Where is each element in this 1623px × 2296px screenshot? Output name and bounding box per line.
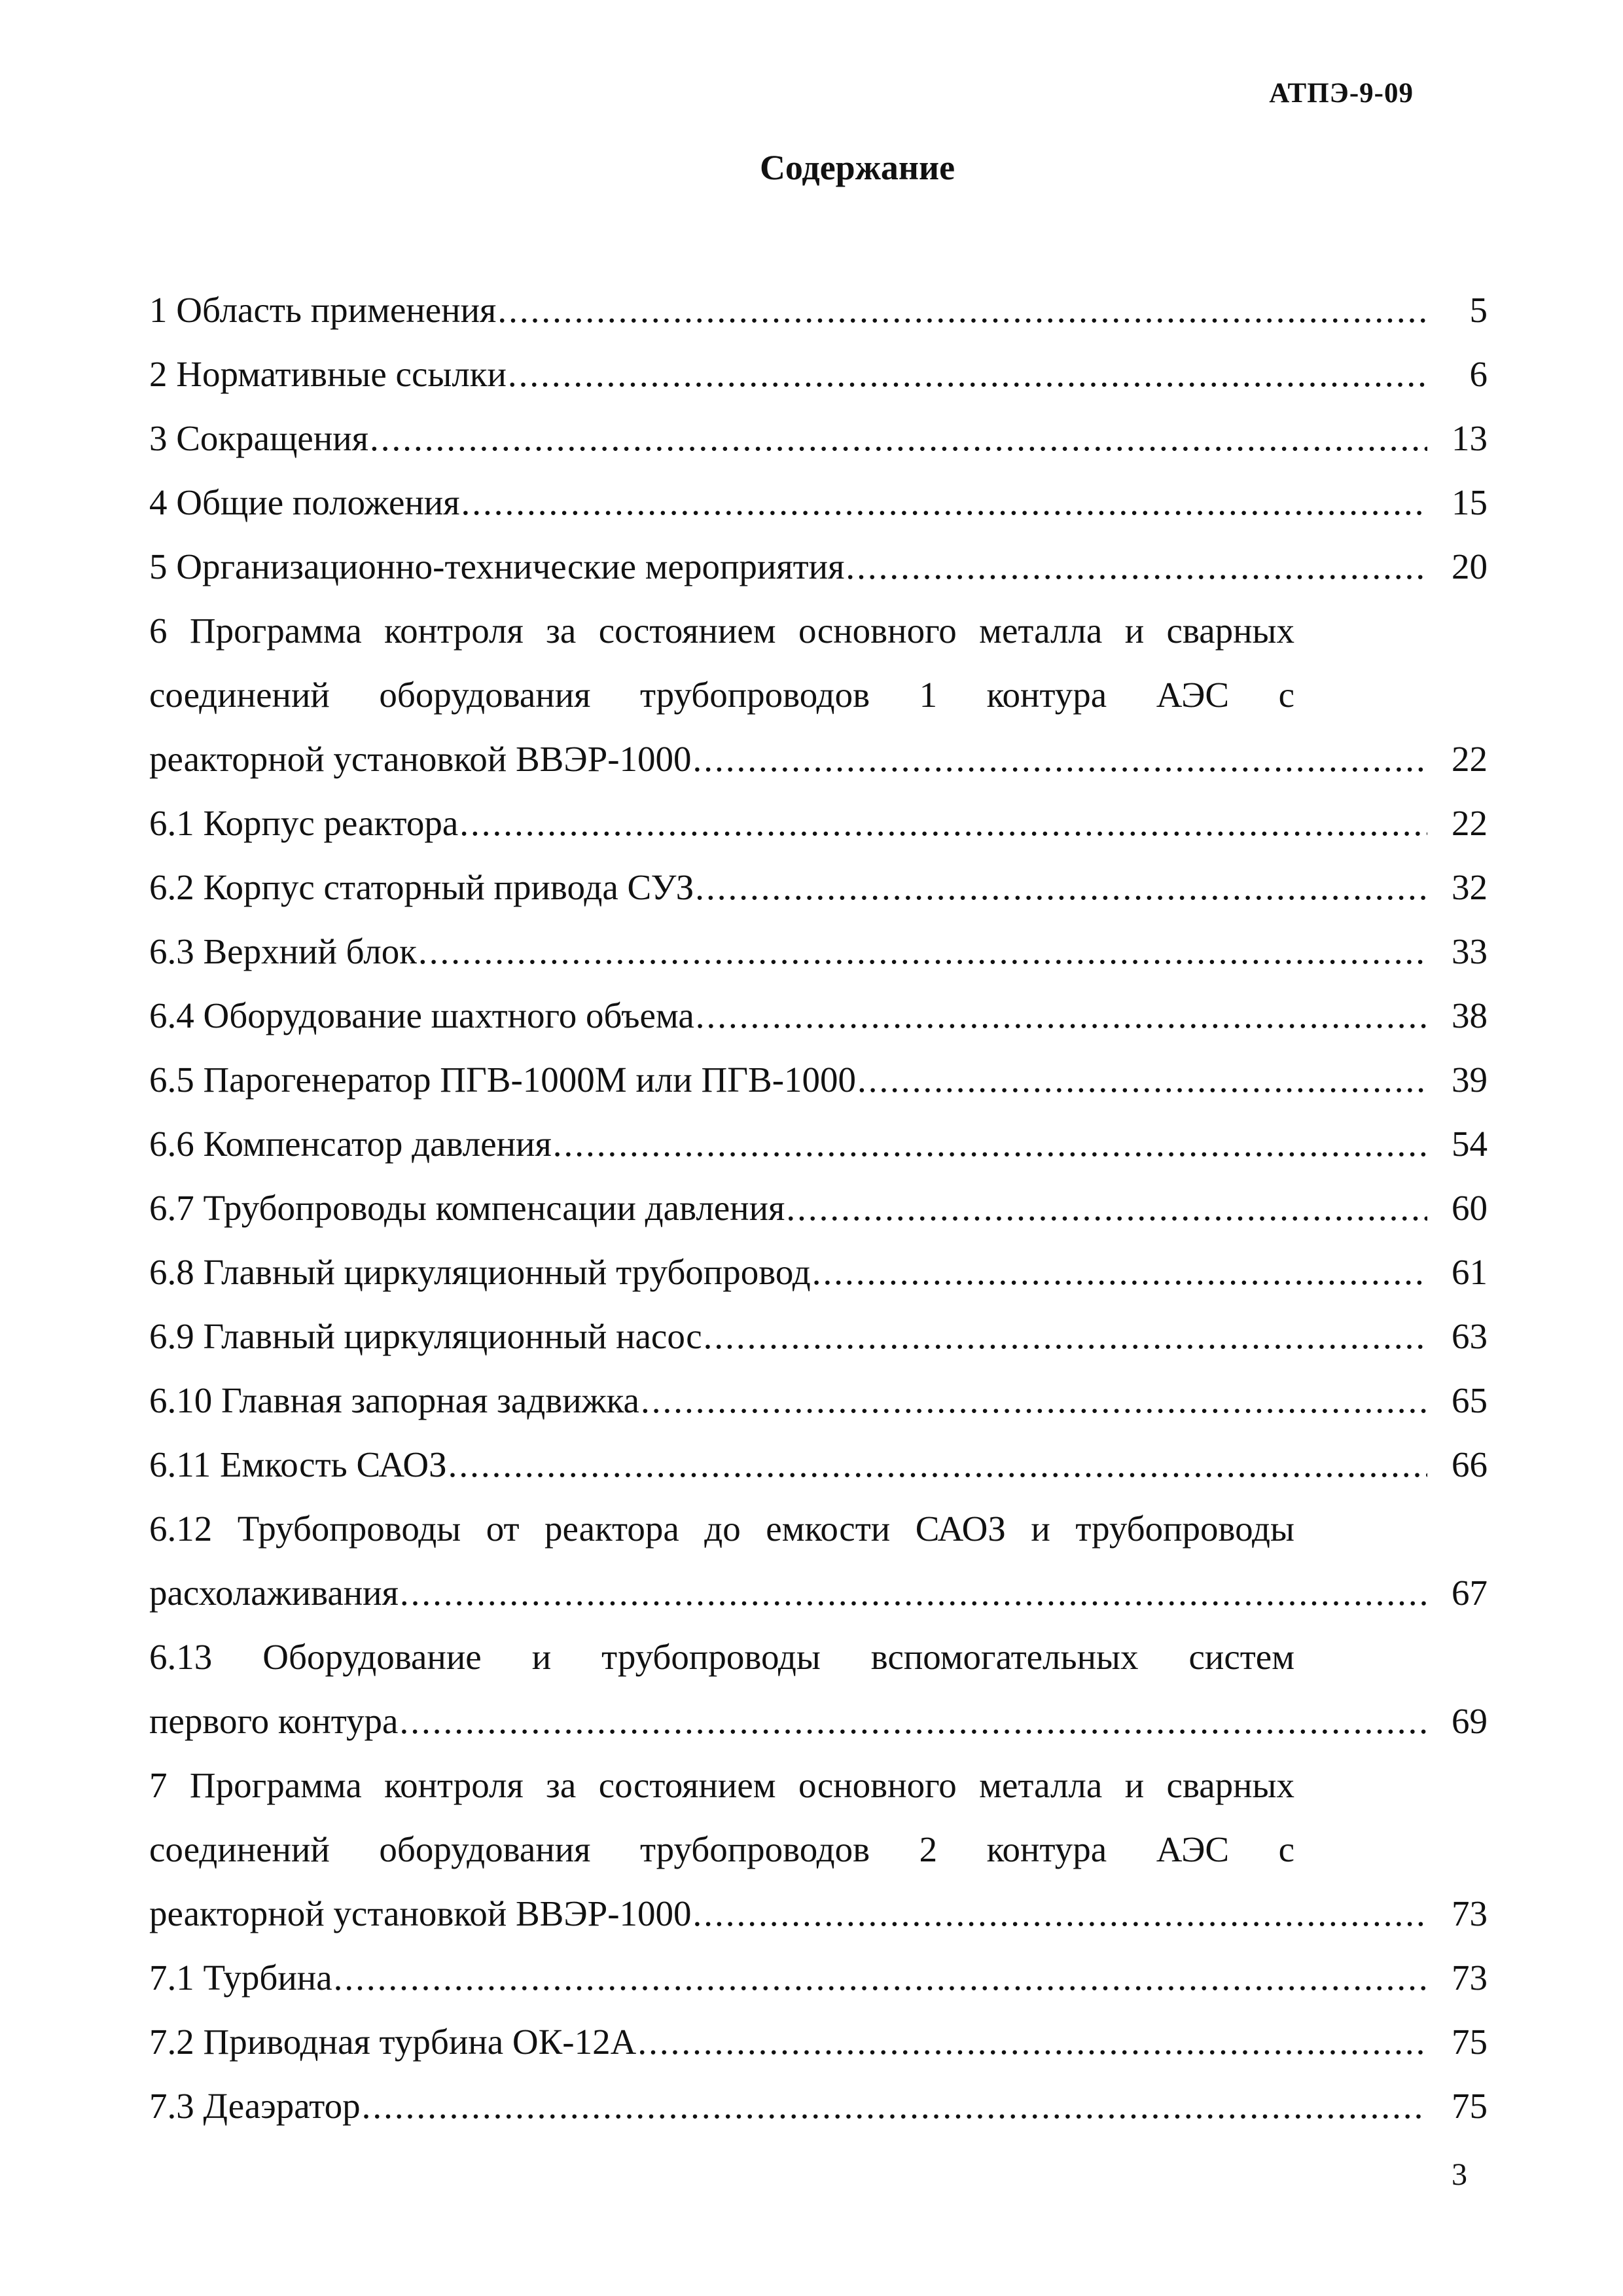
toc-entry-page: 66 xyxy=(1452,1444,1488,1484)
toc-entry[interactable] xyxy=(149,1946,1488,2010)
toc-entry-title: 1 Область применения xyxy=(149,290,497,330)
toc-entry-line xyxy=(149,1240,1488,1304)
dot-leader xyxy=(696,984,1427,1048)
toc-entry-page: 22 xyxy=(1452,803,1488,843)
dot-leader xyxy=(399,1689,1427,1753)
toc-entry[interactable] xyxy=(149,1240,1488,1304)
toc-entry-title: 5 Организационно-технические мероприятия xyxy=(149,547,845,586)
toc-entry[interactable] xyxy=(149,535,1488,599)
toc-entry[interactable] xyxy=(149,1625,1488,1753)
toc-entry-page: 73 xyxy=(1452,1893,1488,1933)
toc-entry[interactable] xyxy=(149,984,1488,1048)
dot-leader xyxy=(370,406,1427,471)
page-number: 3 xyxy=(1452,2157,1467,2192)
toc-entry-line xyxy=(149,535,1488,599)
toc-entry-line xyxy=(149,984,1488,1048)
document-code: АТПЭ-9-09 xyxy=(1269,78,1414,109)
toc-entry[interactable] xyxy=(149,2010,1488,2074)
dot-leader xyxy=(693,727,1427,791)
toc-entry-line xyxy=(149,406,1488,471)
toc-entry-page: 54 xyxy=(1452,1124,1488,1164)
toc-entry[interactable] xyxy=(149,791,1488,855)
toc-entry-page: 39 xyxy=(1452,1060,1488,1100)
toc-entry-title: 2 Нормативные ссылки xyxy=(149,354,507,394)
toc-entry-title: реакторной установкой ВВЭР-1000 xyxy=(149,1893,692,1933)
toc-entry-line xyxy=(149,278,1488,342)
toc-entry-text-line: соединений оборудования трубопроводов 1 контура АЭС с xyxy=(149,675,1294,715)
toc-entry-line xyxy=(149,1369,1488,1433)
toc-entry-title: 6.10 Главная запорная задвижка xyxy=(149,1380,639,1420)
dot-leader xyxy=(704,1304,1427,1369)
toc-entry-title: 7.1 Турбина xyxy=(149,1958,332,1998)
toc-entry-title: реакторной установкой ВВЭР-1000 xyxy=(149,739,692,779)
toc-entry-page: 67 xyxy=(1452,1573,1488,1613)
toc-entry[interactable] xyxy=(149,855,1488,920)
toc-entry-page: 15 xyxy=(1452,482,1488,522)
toc-entry[interactable] xyxy=(149,1433,1488,1497)
toc-entry-title: 4 Общие положения xyxy=(149,482,460,522)
dot-leader xyxy=(334,1946,1427,2010)
toc-entry-line xyxy=(149,920,1488,984)
table-of-contents xyxy=(149,278,1488,2138)
toc-entry-title: 6.7 Трубопроводы компенсации давления xyxy=(149,1188,785,1228)
dot-leader xyxy=(508,342,1427,406)
toc-entry-line xyxy=(149,1689,1488,1753)
toc-entry-title: расхолаживания xyxy=(149,1573,399,1613)
toc-entry-title: 6.1 Корпус реактора xyxy=(149,803,459,843)
toc-entry[interactable] xyxy=(149,2074,1488,2138)
toc-entry-title: 7.3 Деаэратор xyxy=(149,2086,361,2126)
toc-entry-title: 6.8 Главный циркуляционный трубопровод xyxy=(149,1252,811,1292)
toc-entry-line xyxy=(149,855,1488,920)
toc-entry-line xyxy=(149,1304,1488,1369)
toc-entry-title: 6.2 Корпус статорный привода СУЗ xyxy=(149,867,694,907)
toc-entry[interactable] xyxy=(149,920,1488,984)
toc-entry-title: первого контура xyxy=(149,1701,399,1741)
toc-entry-page: 75 xyxy=(1452,2022,1488,2062)
toc-entry-line xyxy=(149,791,1488,855)
toc-entry-page: 20 xyxy=(1452,547,1488,586)
toc-entry-line xyxy=(149,1176,1488,1240)
toc-entry-line xyxy=(149,1112,1488,1176)
toc-entry-title: 6.6 Компенсатор давления xyxy=(149,1124,552,1164)
page-title: Содержание xyxy=(759,148,955,187)
toc-entry-title: 6.5 Парогенератор ПГВ-1000М или ПГВ-1000 xyxy=(149,1060,857,1100)
toc-entry[interactable] xyxy=(149,1176,1488,1240)
dot-leader xyxy=(695,855,1427,920)
dot-leader xyxy=(448,1433,1427,1497)
toc-entry-line xyxy=(149,1882,1488,1946)
toc-entry[interactable] xyxy=(149,342,1488,406)
toc-entry-page: 6 xyxy=(1469,354,1488,394)
dot-leader xyxy=(846,535,1427,599)
toc-entry-text-line: соединений оборудования трубопроводов 2 контура АЭС с xyxy=(149,1829,1294,1869)
toc-entry-page: 63 xyxy=(1452,1316,1488,1356)
toc-entry-title: 7.2 Приводная турбина ОК-12А xyxy=(149,2022,637,2062)
toc-entry-page: 22 xyxy=(1452,739,1488,779)
toc-entry-text-line: 6 Программа контроля за состоянием основного металла и сварных xyxy=(149,611,1294,651)
toc-entry[interactable] xyxy=(149,1369,1488,1433)
toc-entry-line xyxy=(149,471,1488,535)
toc-entry[interactable] xyxy=(149,406,1488,471)
toc-entry-text-line: 7 Программа контроля за состоянием основного металла и сварных xyxy=(149,1765,1294,1805)
toc-entry-page: 13 xyxy=(1452,418,1488,458)
toc-entry-page: 38 xyxy=(1452,996,1488,1035)
dot-leader xyxy=(693,1882,1427,1946)
toc-entry-page: 65 xyxy=(1452,1380,1488,1420)
toc-entry-page: 73 xyxy=(1452,1958,1488,1998)
toc-entry-text-line: 6.12 Трубопроводы от реактора до емкости САОЗ и трубопроводы xyxy=(149,1509,1294,1549)
toc-entry-line xyxy=(149,1561,1488,1625)
toc-entry-title: 6.4 Оборудование шахтного объема xyxy=(149,996,694,1035)
toc-entry-page: 60 xyxy=(1452,1188,1488,1228)
toc-entry-line xyxy=(149,2010,1488,2074)
toc-entry-title: 6.9 Главный циркуляционный насос xyxy=(149,1316,702,1356)
toc-entry-page: 32 xyxy=(1452,867,1488,907)
dot-leader xyxy=(459,791,1427,855)
dot-leader xyxy=(418,920,1427,984)
toc-entry[interactable] xyxy=(149,278,1488,342)
toc-entry-title: 3 Сокращения xyxy=(149,418,368,458)
dot-leader xyxy=(812,1240,1427,1304)
toc-entry-page: 5 xyxy=(1469,290,1488,330)
toc-entry-page: 33 xyxy=(1452,931,1488,971)
toc-entry[interactable] xyxy=(149,1753,1488,1946)
toc-entry-line xyxy=(149,342,1488,406)
toc-entry-title: 6.3 Верхний блок xyxy=(149,931,417,971)
dot-leader xyxy=(786,1176,1427,1240)
toc-entry-line xyxy=(149,1048,1488,1112)
toc-entry[interactable] xyxy=(149,1497,1488,1625)
dot-leader xyxy=(400,1561,1427,1625)
toc-entry-page: 61 xyxy=(1452,1252,1488,1292)
toc-entry-title: 6.11 Емкость САОЗ xyxy=(149,1444,447,1484)
toc-entry-page: 69 xyxy=(1452,1701,1488,1741)
toc-entry-page: 75 xyxy=(1452,2086,1488,2126)
toc-entry[interactable] xyxy=(149,471,1488,535)
dot-leader xyxy=(641,1369,1427,1433)
toc-entry[interactable] xyxy=(149,1112,1488,1176)
toc-entry-line xyxy=(149,727,1488,791)
dot-leader xyxy=(857,1048,1427,1112)
toc-entry-line xyxy=(149,1433,1488,1497)
toc-entry[interactable] xyxy=(149,1048,1488,1112)
toc-entry-text-line: 6.13 Оборудование и трубопроводы вспомогательных систем xyxy=(149,1637,1294,1677)
toc-entry-line xyxy=(149,1946,1488,2010)
dot-leader xyxy=(497,278,1427,342)
dot-leader xyxy=(553,1112,1427,1176)
dot-leader xyxy=(637,2010,1427,2074)
toc-entry[interactable] xyxy=(149,599,1488,791)
dot-leader xyxy=(461,471,1427,535)
dot-leader xyxy=(362,2074,1427,2138)
toc-entry[interactable] xyxy=(149,1304,1488,1369)
toc-entry-line xyxy=(149,2074,1488,2138)
